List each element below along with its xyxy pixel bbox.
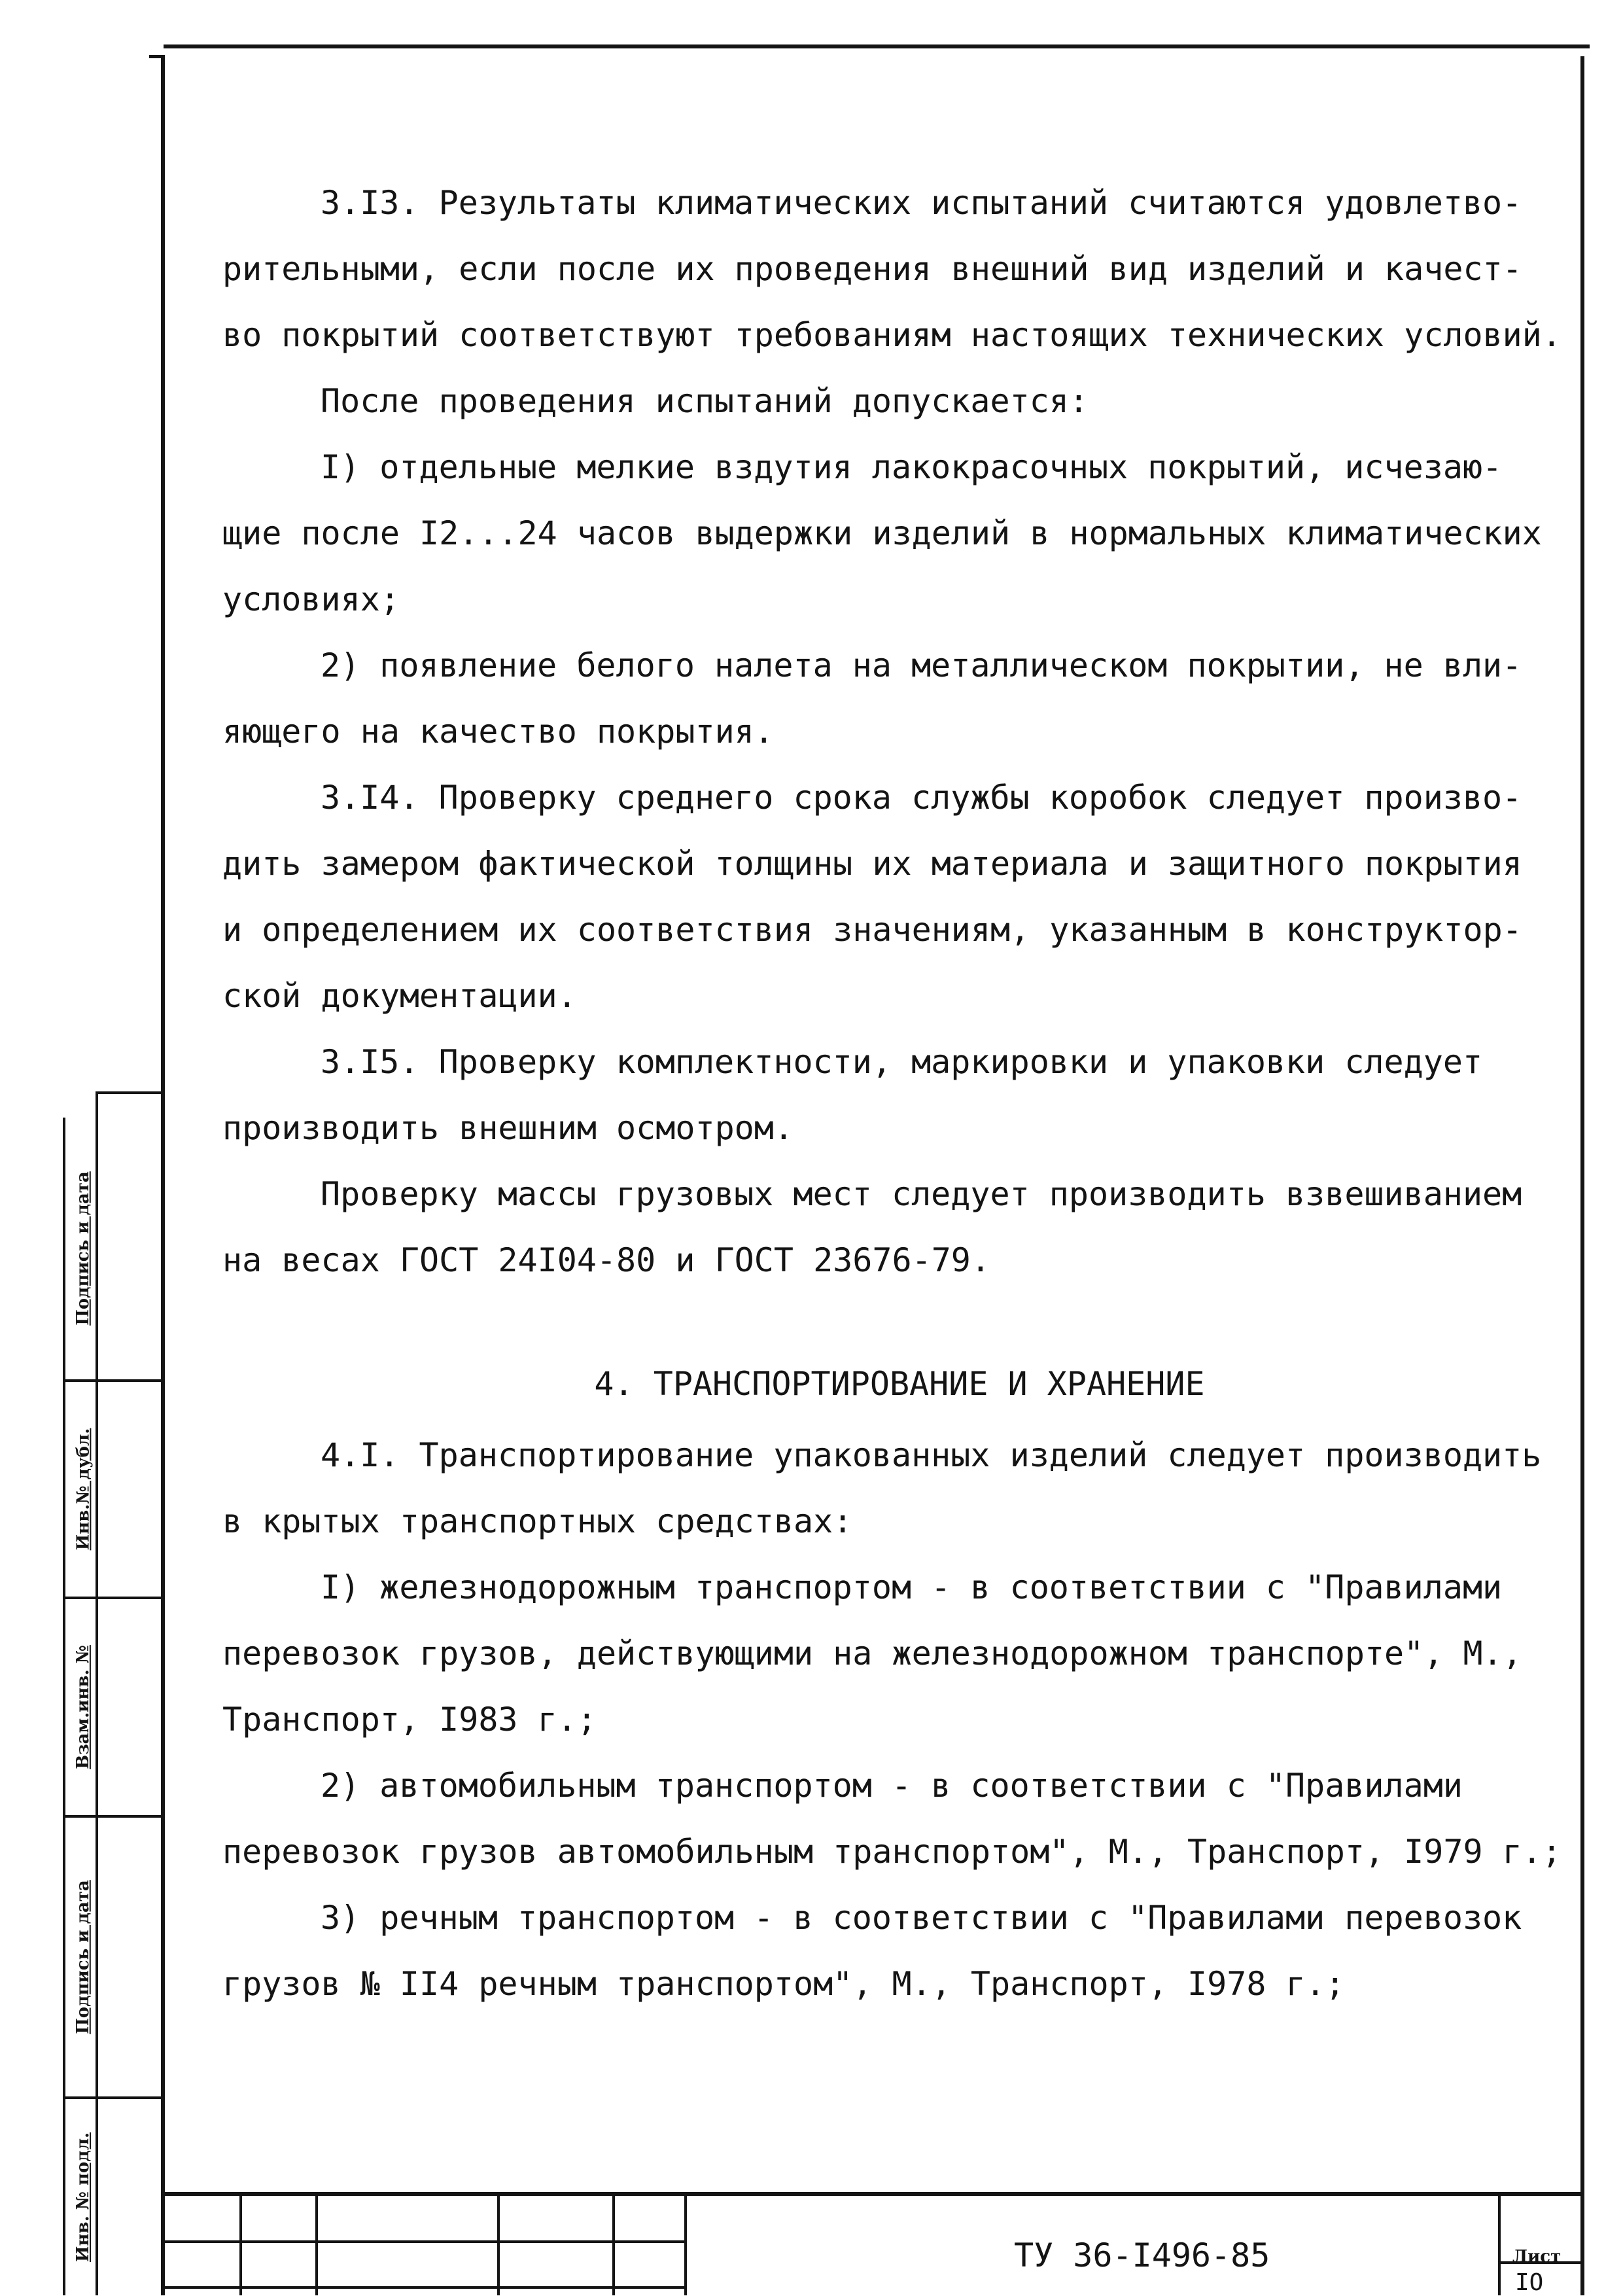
- title-block-row-line-2: [164, 2286, 687, 2289]
- paragraph-mass-line-2: на весах ГОСТ 24I04-80 и ГОСТ 23676-79.: [222, 1241, 990, 1279]
- frame-right-border: [1580, 56, 1584, 2295]
- transport-item-1-line-3: Транспорт, I983 г.;: [222, 1701, 597, 1739]
- section-heading: 4. ТРАНСПОРТИРОВАНИЕ И ХРАНЕНИЕ: [594, 1365, 1205, 1403]
- paragraph-4-1-line-1: 4.I. Транспортирование упакованных изделий следует производить: [321, 1436, 1542, 1474]
- side-stamp-inner-line: [96, 1091, 98, 2295]
- title-block-col-5: [684, 2192, 687, 2295]
- transport-item-3-line-1: 3) речным транспортом - в соответствии с "Правилами перевозок: [321, 1899, 1522, 1937]
- transport-item-2-line-1: 2) автомобильным транспортом - в соответствии с "Правилами: [321, 1767, 1463, 1805]
- side-stamp-columns: [63, 1091, 162, 2295]
- title-block-row-line-1: [164, 2240, 687, 2243]
- side-label-inv-podl: Инв. № подл.: [73, 2132, 94, 2263]
- document-body: [222, 170, 1577, 2017]
- side-stamp-top-line: [98, 1091, 162, 1094]
- paragraph-3-13-line-1: 3.I3. Результаты климатических испытаний считаются удовлетво-: [321, 184, 1522, 222]
- side-label-inv-dubl: Инв.№ дубл.: [73, 1428, 94, 1551]
- paragraph-4-1-line-2: в крытых транспортных средствах:: [222, 1502, 853, 1540]
- sheet-number: IO: [1515, 2269, 1544, 2296]
- frame-corner-tick: [149, 55, 162, 58]
- side-label-sign-date-2: Подпись и дата: [73, 1880, 94, 2034]
- paragraph-3-15-line-2: производить внешним осмотром.: [222, 1109, 794, 1147]
- title-block: [164, 2192, 1584, 2295]
- item-1-line-3: условиях;: [222, 580, 400, 618]
- side-label-sign-date-1: Подпись и дата: [73, 1171, 94, 1326]
- paragraph-3-14-line-1: 3.I4. Проверку среднего срока службы коробок следует произво-: [321, 779, 1522, 817]
- paragraph-3-14-line-2: дить замером фактической толщины их материала и защитного покрытия: [222, 845, 1522, 883]
- paragraph-3-14-line-3: и определением их соответствия значениям, указанным в конструктор-: [222, 911, 1522, 949]
- title-block-col-1: [239, 2192, 242, 2295]
- paragraph-3-15-line-1: 3.I5. Проверку комплектности, маркировки и упаковки следует: [321, 1043, 1483, 1081]
- item-1-line-2: щие после I2...24 часов выдержки изделий в нормальных климатических: [222, 514, 1542, 552]
- item-2-line-2: яющего на качество покрытия.: [222, 713, 774, 751]
- paragraph-allowed-intro: После проведения испытаний допускается:: [321, 382, 1089, 420]
- title-block-col-2: [315, 2192, 318, 2295]
- item-1-line-1: I) отдельные мелкие вздутия лакокрасочных покрытий, исчезаю-: [321, 448, 1503, 486]
- paragraph-mass-line-1: Проверку массы грузовых мест следует производить взвешиванием: [321, 1175, 1522, 1213]
- paragraph-3-13-line-3: во покрытий соответствуют требованиям настоящих технических условий.: [222, 316, 1562, 354]
- title-block-col-4: [612, 2192, 615, 2295]
- side-stamp-outer-line: [63, 1118, 65, 2295]
- document-code: ТУ 36-I496-85: [1014, 2236, 1270, 2274]
- transport-item-2-line-2: перевозок грузов автомобильным транспортом", М., Транспорт, I979 г.;: [222, 1833, 1562, 1871]
- title-block-top-line: [164, 2192, 1584, 2196]
- paragraph-3-14-line-4: ской документации.: [222, 977, 577, 1015]
- item-2-line-1: 2) появление белого налета на металлическом покрытии, не вли-: [321, 646, 1522, 684]
- frame-top-border: [164, 44, 1590, 48]
- title-block-col-sheet: [1498, 2192, 1501, 2295]
- transport-item-3-line-2: грузов № II4 речным транспортом", М., Транспорт, I978 г.;: [222, 1965, 1345, 2003]
- side-label-vzam-inv: Взам.инв. №: [73, 1645, 94, 1769]
- transport-item-1-line-1: I) железнодорожным транспортом - в соответствии с "Правилами: [321, 1568, 1503, 1606]
- sheet-label: Лист: [1512, 2247, 1562, 2267]
- title-block-col-3: [497, 2192, 500, 2295]
- transport-item-1-line-2: перевозок грузов, действующими на железнодорожном транспорте", М.,: [222, 1634, 1522, 1672]
- paragraph-3-13-line-2: рительными, если после их проведения внешний вид изделий и качест-: [222, 250, 1522, 288]
